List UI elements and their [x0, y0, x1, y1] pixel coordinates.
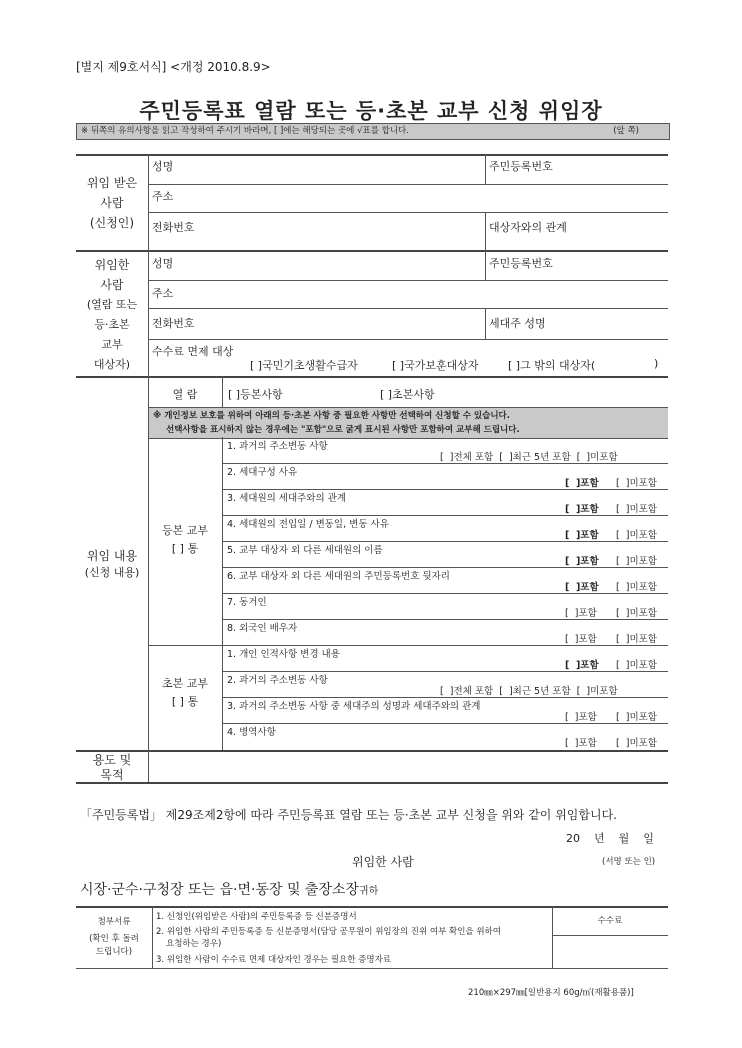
privacy-notice-2: 선택사항을 표시하지 않는 경우에는 "포함"으로 굵게 표시된 사항만 포함하여 교부해 드립니다. — [166, 425, 520, 435]
copy-item-2-exclude[interactable]: [ ]미포함 — [616, 478, 657, 489]
abstract-item-2: 2. 과거의 주소변동 사항 — [227, 675, 328, 686]
copy-item-5-include[interactable]: [ ]포함 — [565, 556, 599, 567]
view-copy-option[interactable]: [ ]등본사항 — [228, 388, 283, 401]
copy-item-4-exclude[interactable]: [ ]미포함 — [616, 530, 657, 541]
attachments-label: 첨부서류 — [97, 917, 131, 927]
delegator-label-2: 사람 — [100, 278, 124, 292]
content-label-2: (신청 내용) — [84, 566, 140, 579]
notice-text: ※ 뒤쪽의 유의사항을 읽고 작성하여 주시기 바라며, [ ]에는 해당되는 곳에 √표를 합니다. — [81, 126, 409, 136]
copy-item-3-include[interactable]: [ ]포함 — [565, 504, 599, 515]
copy-issue-label: 등본 교부 — [161, 524, 208, 537]
delegatee-relation-field[interactable]: 대상자와의 관계 — [489, 221, 567, 234]
delegatee-id-field[interactable]: 주민등록번호 — [489, 160, 553, 173]
abstract-item-3-exclude[interactable]: [ ]미포함 — [616, 712, 657, 723]
abstract-item-3: 3. 과거의 주소변동 사항 중 세대주의 성명과 세대주와의 관계 — [227, 701, 481, 712]
addressee-name: 시장·군수·구청장 또는 읍·면·동장 및 출장소장 — [80, 882, 360, 898]
purpose-label: 용도 및 — [92, 753, 132, 767]
copy-item-4-include[interactable]: [ ]포함 — [565, 530, 599, 541]
content-label: 위임 내용 — [86, 549, 138, 563]
abstract-item-4: 4. 병역사항 — [227, 727, 276, 738]
attachments-label-3: 드립니다) — [95, 947, 133, 957]
delegator-label: 위임한 — [94, 258, 130, 272]
copy-item-6: 6. 교부 대상자 외 다른 세대원의 주민등록번호 뒷자리 — [227, 571, 450, 582]
signer-label: 위임한 사람 — [352, 855, 414, 869]
household-head-field[interactable]: 세대주 성명 — [489, 317, 546, 330]
copy-item-8: 8. 외국인 배우자 — [227, 623, 298, 634]
abstract-item-1-include[interactable]: [ ]포함 — [565, 660, 599, 671]
view-abstract-option[interactable]: [ ]초본사항 — [380, 388, 435, 401]
page-side: (앞 쪽) — [613, 126, 639, 136]
copy-item-6-exclude[interactable]: [ ]미포함 — [616, 582, 657, 593]
attachment-item-3: 3. 위임한 사람이 수수료 면제 대상자인 경우는 필요한 증명자료 — [156, 955, 392, 965]
view-label: 열 람 — [172, 388, 198, 401]
delegatee-label: 위임 받은 — [86, 176, 138, 190]
copy-item-7-include[interactable]: [ ]포함 — [565, 608, 597, 619]
purpose-label-2: 목적 — [100, 768, 124, 782]
copy-item-7-exclude[interactable]: [ ]미포함 — [616, 608, 657, 619]
delegatee-label-3: (신청인) — [89, 216, 135, 230]
privacy-notice-1: ※ 개인정보 보호를 위하여 아래의 등·초본 사항 중 필요한 사항만 선택하여 신청할 수 있습니다. — [153, 411, 511, 421]
abstract-item-3-include[interactable]: [ ]포함 — [565, 712, 597, 723]
attachment-item-2: 2. 위임한 사람의 주민등록증 등 신분증명서(담당 공무원이 위임장의 진위 여부 확인을 위하여 — [156, 927, 501, 937]
abstract-item-1: 1. 개인 인적사항 변경 내용 — [227, 649, 340, 660]
delegator-id-field[interactable]: 주민등록번호 — [489, 257, 553, 270]
addressee-suffix: 귀하 — [359, 886, 379, 897]
delegator-label-4: 등·초본 — [94, 318, 130, 331]
attachment-item-1: 1. 신청인(위임받은 사람)의 주민등록증 등 신분증명서 — [156, 912, 357, 922]
abstract-item-1-exclude[interactable]: [ ]미포함 — [616, 660, 657, 671]
delegatee-phone-field[interactable]: 전화번호 — [152, 221, 195, 234]
copy-item-3: 3. 세대원의 세대주와의 관계 — [227, 493, 347, 504]
delegator-address-field[interactable]: 주소 — [152, 287, 174, 300]
copy-item-8-include[interactable]: [ ]포함 — [565, 634, 597, 645]
copy-item-5: 5. 교부 대상자 외 다른 세대원의 이름 — [227, 545, 383, 556]
abstract-count-field[interactable]: [ ] 통 — [171, 695, 199, 708]
copy-item-2-include[interactable]: [ ]포함 — [565, 478, 599, 489]
delegator-label-6: 대상자) — [93, 358, 131, 371]
abstract-item-2-options[interactable]: [ ]전체 포함 [ ]최근 5년 포함 [ ]미포함 — [440, 686, 618, 697]
addressee — [80, 879, 378, 899]
fee-label: 수수료 — [597, 916, 623, 926]
date-field[interactable]: 20 년 월 일 — [566, 832, 654, 845]
abstract-issue-label: 초본 교부 — [161, 677, 208, 690]
fee-exempt-basic-livelihood[interactable]: [ ]국민기초생활수급자 — [250, 359, 358, 372]
copy-item-8-exclude[interactable]: [ ]미포함 — [616, 634, 657, 645]
copy-item-4: 4. 세대원의 전입일 / 변동일, 변동 사유 — [227, 519, 389, 530]
fee-exempt-other-close: ) — [654, 357, 659, 370]
attachment-item-2-cont: 요청하는 경우) — [166, 939, 222, 949]
copy-item-2: 2. 세대구성 사유 — [227, 467, 298, 478]
notice-bar — [76, 123, 670, 140]
delegatee-name-field[interactable]: 성명 — [152, 160, 174, 173]
copy-item-1: 1. 과거의 주소변동 사항 — [227, 441, 328, 452]
paper-spec: 210㎜×297㎜[일반용지 60g/㎡(재활용품)] — [468, 988, 634, 998]
delegation-statement: 「주민등록법」 제29조제2항에 따라 주민등록표 열람 또는 등·초본 교부 신청을 위와 같이 위임합니다. — [80, 808, 617, 822]
delegator-label-3: (열람 또는 — [86, 298, 138, 311]
form-number: [별지 제9호서식] <개정 2010.8.9> — [76, 60, 271, 74]
copy-item-7: 7. 동거인 — [227, 597, 267, 608]
abstract-item-4-include[interactable]: [ ]포함 — [565, 738, 597, 749]
delegator-name-field[interactable]: 성명 — [152, 257, 174, 270]
copy-item-5-exclude[interactable]: [ ]미포함 — [616, 556, 657, 567]
attachments-label-2: (확인 후 돌려 — [89, 934, 139, 944]
copy-item-3-exclude[interactable]: [ ]미포함 — [616, 504, 657, 515]
copy-item-6-include[interactable]: [ ]포함 — [565, 582, 599, 593]
delegatee-address-field[interactable]: 주소 — [152, 190, 174, 203]
copy-count-field[interactable]: [ ] 통 — [171, 542, 199, 555]
delegator-phone-field[interactable]: 전화번호 — [152, 317, 195, 330]
delegator-label-5: 교부 — [101, 338, 123, 351]
copy-item-1-options[interactable]: [ ]전체 포함 [ ]최근 5년 포함 [ ]미포함 — [440, 452, 618, 463]
signature-field[interactable]: (서명 또는 인) — [602, 857, 656, 867]
abstract-item-4-exclude[interactable]: [ ]미포함 — [616, 738, 657, 749]
purpose-field[interactable] — [150, 752, 666, 780]
page-title: 주민등록표 열람 또는 등·초본 교부 신청 위임장 — [139, 99, 603, 123]
fee-exempt-label: 수수료 면제 대상 — [152, 345, 234, 358]
fee-exempt-veteran[interactable]: [ ]국가보훈대상자 — [392, 359, 479, 372]
fee-exempt-other[interactable]: [ ]그 밖의 대상자( — [508, 359, 596, 372]
delegatee-label-2: 사람 — [100, 196, 124, 210]
